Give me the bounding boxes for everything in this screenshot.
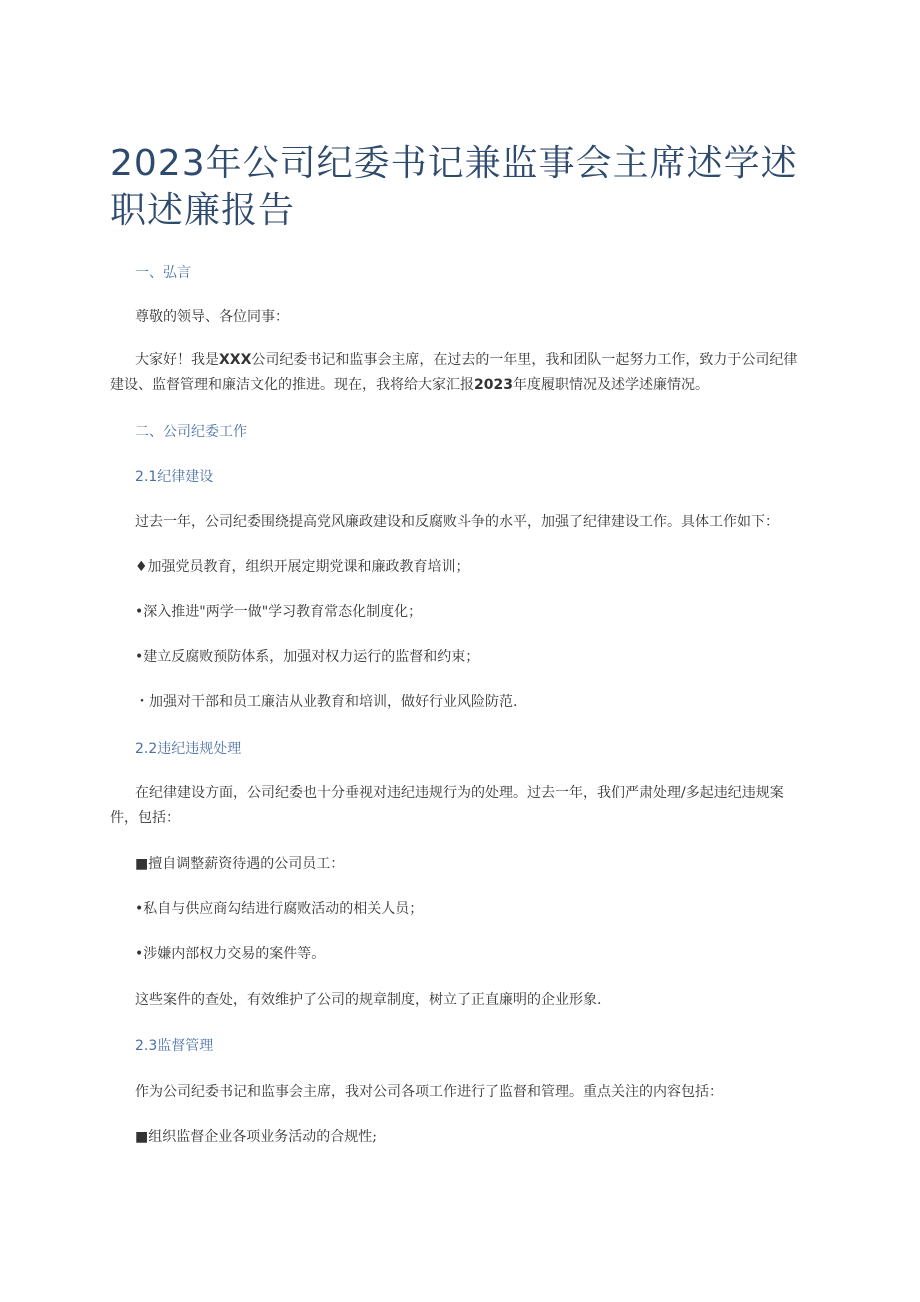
list-item: ■擅自调整薪资待遇的公司员工： [135, 856, 345, 872]
greeting: 尊敬的领导、各位同事： [135, 309, 289, 325]
list-item: ♦加强党员教育，组织开展定期党课和廉政教育培训； [135, 559, 470, 575]
intro-paragraph: 大家好！我是XXX公司纪委书记和监事会主席，在过去的一年里，我和团队一起努力工作，致力于公司纪律建设、监督管理和廉洁文化的推进。现在，我将给大家汇报2023年度履职情况及述学述廉情况。 [110, 352, 798, 393]
list-item: ■组织监督企业各项业务活动的合规性; [135, 1129, 377, 1145]
subsection-heading-2-1: 2.1纪律建设 [135, 469, 214, 485]
subsection-heading-2-2: 2.2违纪违规处理 [135, 741, 242, 757]
conclusion-2-2: 这些案件的查处，有效维护了公司的规章制度，树立了正直廉明的企业形象. [135, 992, 602, 1008]
list-item: ・加强对干部和员工廉洁从业教育和培训，做好行业风险防范. [135, 694, 518, 710]
document-title: 2023年公司纪委书记兼监事会主席述学述职述廉报告 [110, 143, 798, 231]
subsection-heading-2-3: 2.3监督管理 [135, 1038, 214, 1054]
paragraph-2-3: 作为公司纪委书记和监事会主席，我对公司各项工作进行了监督和管理。重点关注的内容包括： [135, 1084, 723, 1100]
list-item: •涉嫌内部权力交易的案件等。 [135, 946, 326, 962]
paragraph-2-2: 在纪律建设方面，公司纪委也十分垂视对违纪违规行为的处理。过去一年，我们严肃处理/多起违纪违规案件，包括： [110, 785, 784, 826]
section-heading-discipline-committee: 二、公司纪委工作 [135, 424, 247, 440]
list-item: •建立反腐败预防体系，加强对权力运行的监督和约束； [135, 649, 480, 665]
paragraph-2-1: 过去一年，公司纪委围绕提高党风廉政建设和反腐败斗争的水平，加强了纪律建设工作。具体工作如下： [135, 514, 779, 530]
list-item: •私自与供应商勾结进行腐败活动的相关人员； [135, 901, 424, 917]
list-item: •深入推进"两学一做"学习教育常态化制度化； [135, 604, 423, 620]
section-heading-intro: 一、弘言 [135, 265, 191, 281]
